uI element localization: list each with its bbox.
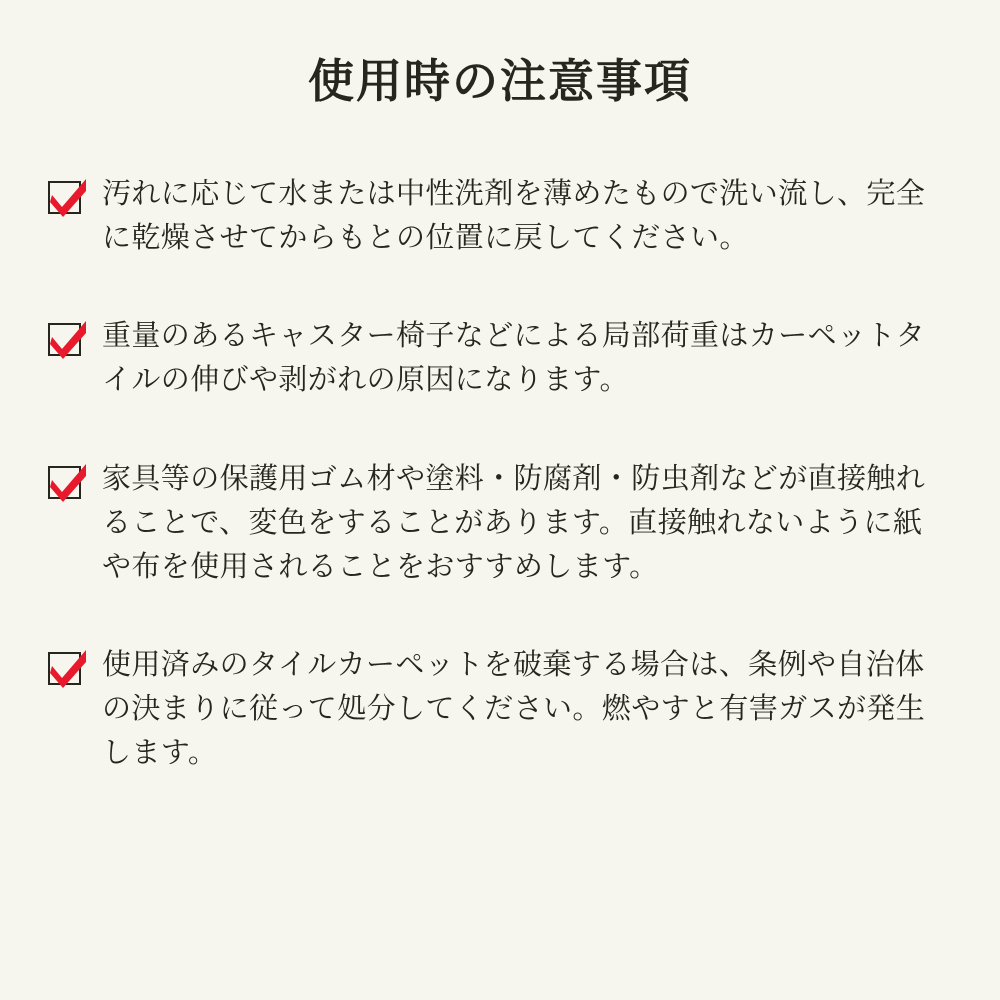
list-item bbox=[46, 456, 954, 588]
list-item bbox=[46, 642, 954, 774]
page-title: 使用時の注意事項 bbox=[308, 54, 692, 108]
precautions-list bbox=[46, 171, 954, 774]
list-item-text: 汚れに応じて水または中性洗剤を薄めたもので洗い流し、完全に乾燥させてからもとの位置に戻してください。 bbox=[102, 176, 926, 255]
red-checkmark-icon bbox=[46, 177, 86, 217]
list-item bbox=[46, 171, 954, 259]
red-checkmark-icon bbox=[46, 648, 86, 688]
list-item bbox=[46, 313, 954, 401]
list-item-text: 重量のあるキャスター椅子などによる局部荷重はカーペットタイルの伸びや剥がれの原因になります。 bbox=[102, 318, 926, 397]
red-checkmark-icon bbox=[46, 319, 86, 359]
list-item-text: 家具等の保護用ゴム材や塗料・防腐剤・防虫剤などが直接触れることで、変色をすることがあります。直接触れないように紙や布を使用されることをおすすめします。 bbox=[102, 460, 926, 583]
red-checkmark-icon bbox=[46, 462, 86, 502]
list-item-text: 使用済みのタイルカーペットを破棄する場合は、条例や自治体の決まりに従って処分してください。燃やすと有害ガスが発生します。 bbox=[102, 646, 926, 769]
